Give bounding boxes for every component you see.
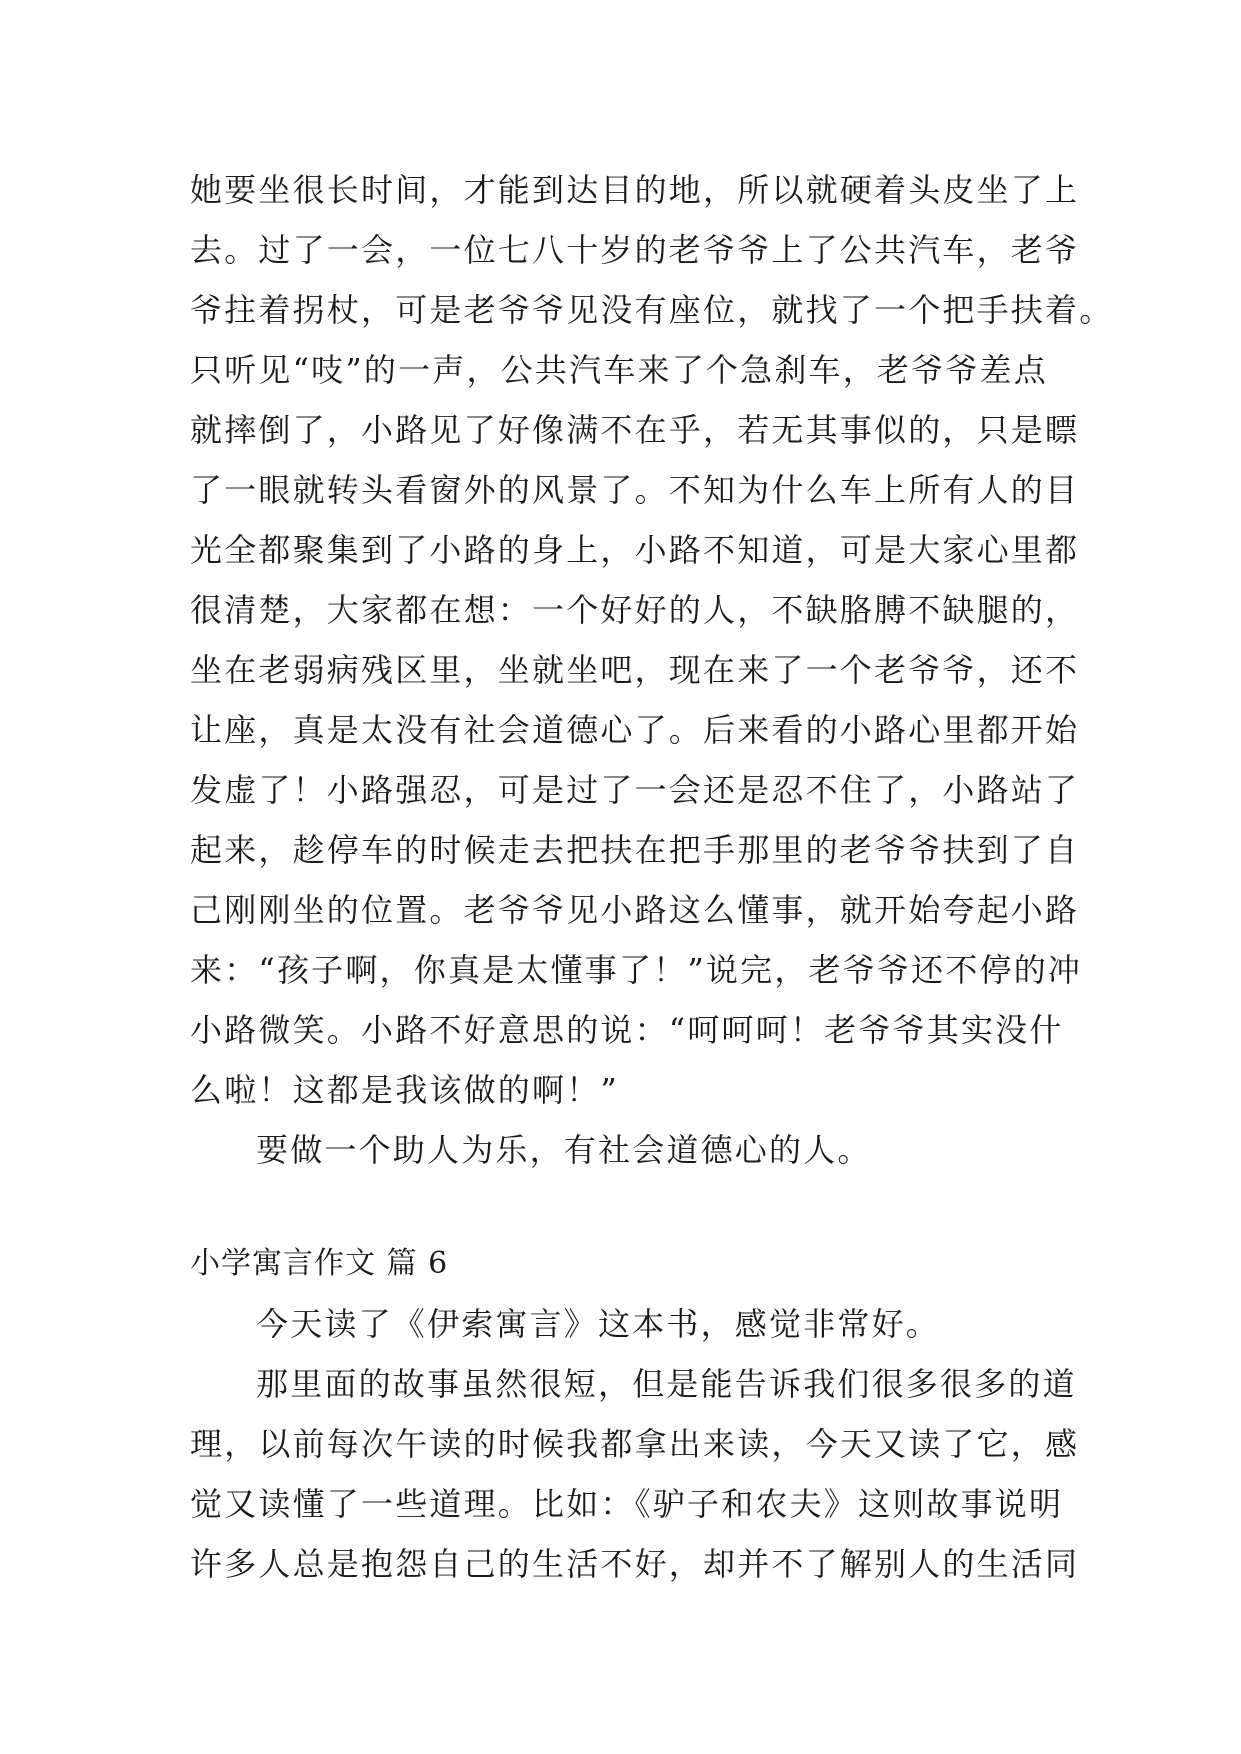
story-line: 她要坐很长时间，才能到达目的地，所以就硬着头皮坐了上 <box>190 171 1080 209</box>
story-line: 坐在老弱病残区里，坐就坐吧，现在来了一个老爷爷，还不 <box>190 651 1080 689</box>
intro-paragraph: 今天读了《伊索寓言》这本书，感觉非常好。 <box>256 1305 941 1343</box>
story-line: 了一眼就转头看窗外的风景了。不知为什么车上所有人的目 <box>190 471 1080 509</box>
story-line: 只听见“吱”的一声，公共汽车来了个急刹车，老爷爷差点 <box>190 351 1048 389</box>
section-spacer <box>190 1180 1070 1234</box>
section-title: 小学寓言作文 篇 6 <box>190 1246 449 1281</box>
body-line: 觉又读懂了一些道理。比如：《驴子和农夫》这则故事说明 <box>190 1485 1064 1523</box>
conclusion-paragraph: 要做一个助人为乐，有社会道德心的人。 <box>256 1131 872 1169</box>
story-line: 光全都聚集到了小路的身上，小路不知道，可是大家心里都 <box>190 531 1080 569</box>
story-line: 就摔倒了，小路见了好像满不在乎，若无其事似的，只是瞟 <box>190 411 1080 449</box>
body-line: 那里面的故事虽然很短，但是能告诉我们很多很多的道 <box>256 1365 1077 1403</box>
story-line: 么啦！这都是我该做的啊！” <box>190 1071 619 1109</box>
document-page <box>190 160 1114 1594</box>
story-line: 小路微笑。小路不好意思的说：“呵呵呵！老爷爷其实没什 <box>190 1011 1064 1049</box>
story-line: 去。过了一会，一位七八十岁的老爷爷上了公共汽车，老爷 <box>190 231 1080 269</box>
story-line: 让座，真是太没有社会道德心了。后来看的小路心里都开始 <box>190 711 1080 749</box>
story-line: 爷拄着拐杖，可是老爷爷见没有座位，就找了一个把手扶着。 <box>190 291 1114 329</box>
body-line: 理，以前每次午读的时候我都拿出来读，今天又读了它，感 <box>190 1425 1080 1463</box>
story-line: 起来，趁停车的时候走去把扶在把手那里的老爷爷扶到了自 <box>190 831 1080 869</box>
story-line: 己刚刚坐的位置。老爷爷见小路这么懂事，就开始夸起小路 <box>190 891 1080 929</box>
body-line: 许多人总是抱怨自己的生活不好，却并不了解别人的生活同 <box>190 1545 1080 1583</box>
story-line: 发虚了！小路强忍，可是过了一会还是忍不住了，小路站了 <box>190 771 1080 809</box>
story-line: 很清楚，大家都在想：一个好好的人，不缺胳膊不缺腿的， <box>190 591 1080 629</box>
story-line: 来：“孩子啊，你真是太懂事了！”说完，老爷爷还不停的冲 <box>190 951 1083 989</box>
